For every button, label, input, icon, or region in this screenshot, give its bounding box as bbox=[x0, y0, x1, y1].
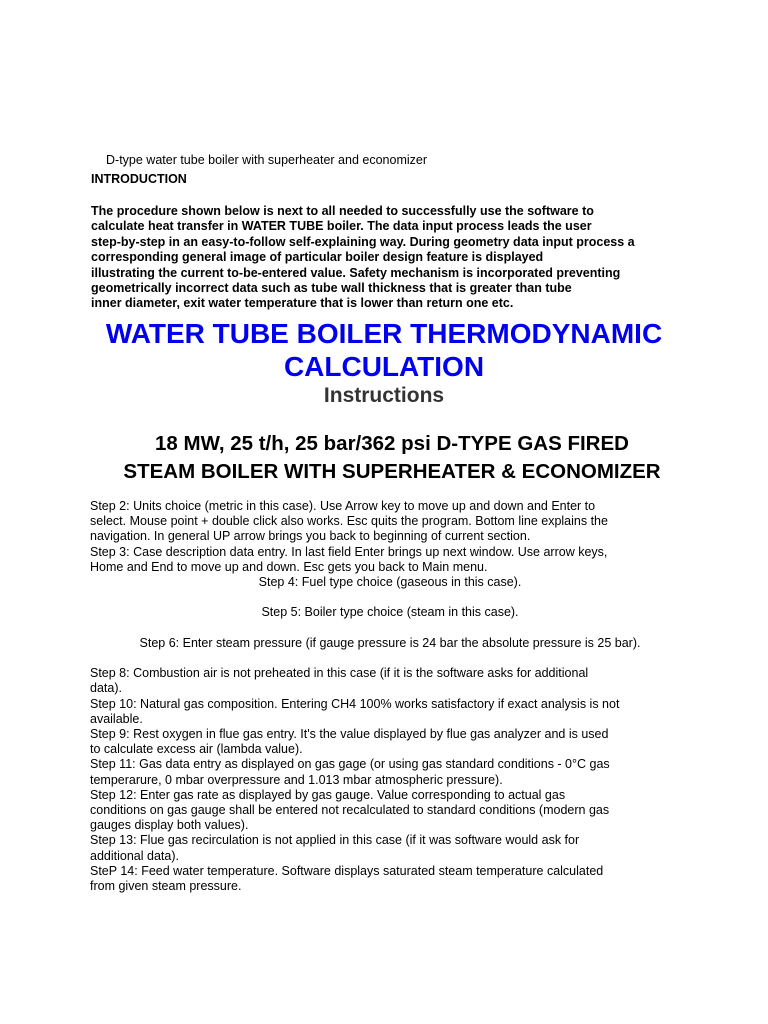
intro-line: calculate heat transfer in WATER TUBE boiler. The data input process leads the user bbox=[91, 219, 592, 234]
introduction-paragraph bbox=[91, 204, 711, 312]
step-12-line: Step 12: Enter gas rate as displayed by gas gauge. Value corresponding to actual gas bbox=[90, 787, 566, 802]
step-4: Step 4: Fuel type choice (gaseous in this case). bbox=[258, 575, 522, 590]
step-9-line: to calculate excess air (lambda value). bbox=[90, 742, 303, 757]
step-12-line: gauges display both values). bbox=[90, 818, 249, 833]
main-title-line2: CALCULATION bbox=[283, 351, 485, 382]
step-9-line: Step 9: Rest oxygen in flue gas entry. It's the value displayed by flue gas analyzer and is used bbox=[90, 727, 609, 742]
spacer bbox=[90, 621, 690, 636]
step-11-line: temperarure, 0 mbar overpressure and 1.013 mbar atmospheric pressure). bbox=[90, 772, 503, 787]
step-12-line: conditions on gas gauge shall be entered not recalculated to standard conditions (modern gas bbox=[90, 803, 610, 818]
spacer bbox=[90, 590, 690, 605]
step-8-line: Step 8: Combustion air is not preheated in this case (if it is the software asks for additional bbox=[90, 666, 589, 681]
intro-line: geometrically incorrect data such as tube wall thickness that is greater than tube bbox=[91, 281, 572, 296]
step-13-line: Step 13: Flue gas recirculation is not applied in this case (if it was software would ask for bbox=[90, 833, 580, 848]
step-11-line: Step 11: Gas data entry as displayed on gas gage (or using gas standard conditions - 0°C gas bbox=[90, 757, 610, 772]
subtitle: Instructions bbox=[323, 384, 445, 407]
step-2-line: navigation. In general UP arrow brings you back to beginning of current section. bbox=[90, 529, 531, 544]
step-14-line: from given steam pressure. bbox=[90, 879, 242, 894]
step-10-line: available. bbox=[90, 711, 143, 726]
step-6: Step 6: Enter steam pressure (if gauge pressure is 24 bar the absolute pressure is 25 bar). bbox=[139, 635, 641, 650]
introduction-heading: INTRODUCTION bbox=[91, 172, 187, 186]
main-title-line1: WATER TUBE BOILER THERMODYNAMIC bbox=[105, 318, 663, 349]
intro-line: The procedure shown below is next to all needed to successfully use the software to bbox=[91, 204, 594, 218]
boiler-title-line1: 18 MW, 25 t/h, 25 bar/362 psi D-TYPE GAS FIRED bbox=[155, 432, 629, 455]
intro-line: corresponding general image of particular boiler design feature is displayed bbox=[91, 250, 544, 265]
step-3-line: Step 3: Case description data entry. In last field Enter brings up next window. Use arrow keys, bbox=[90, 544, 608, 559]
step-10-line: Step 10: Natural gas composition. Entering CH4 100% works satisfactory if exact analysis is not bbox=[90, 696, 620, 711]
step-2-line: Step 2: Units choice (metric in this case). Use Arrow key to move up and down and Enter to bbox=[90, 499, 596, 513]
step-14-line: SteP 14: Feed water temperature. Software displays saturated steam temperature calculated bbox=[90, 863, 604, 878]
spacer bbox=[90, 651, 690, 666]
steps-list bbox=[90, 499, 690, 894]
boiler-title bbox=[0, 430, 768, 486]
step-2-line: select. Mouse point + double click also works. Esc quits the program. Bottom line explains the bbox=[90, 514, 608, 529]
boiler-title-line2: STEAM BOILER WITH SUPERHEATER & ECONOMIZER bbox=[123, 460, 661, 483]
main-title bbox=[0, 317, 768, 383]
intro-line: step-by-step in an easy-to-follow self-explaining way. During geometry data input process a bbox=[91, 234, 635, 249]
figure-caption: D-type water tube boiler with superheater and economizer bbox=[106, 153, 428, 167]
step-3-line: Home and End to move up and down. Esc gets you back to Main menu. bbox=[90, 559, 488, 574]
intro-line: inner diameter, exit water temperature that is lower than return one etc. bbox=[91, 296, 514, 311]
step-5: Step 5: Boiler type choice (steam in this case). bbox=[261, 605, 519, 620]
step-13-line: additional data). bbox=[90, 848, 179, 863]
step-8-line: data). bbox=[90, 681, 122, 696]
intro-line: illustrating the current to-be-entered value. Safety mechanism is incorporated preventing bbox=[91, 265, 621, 280]
